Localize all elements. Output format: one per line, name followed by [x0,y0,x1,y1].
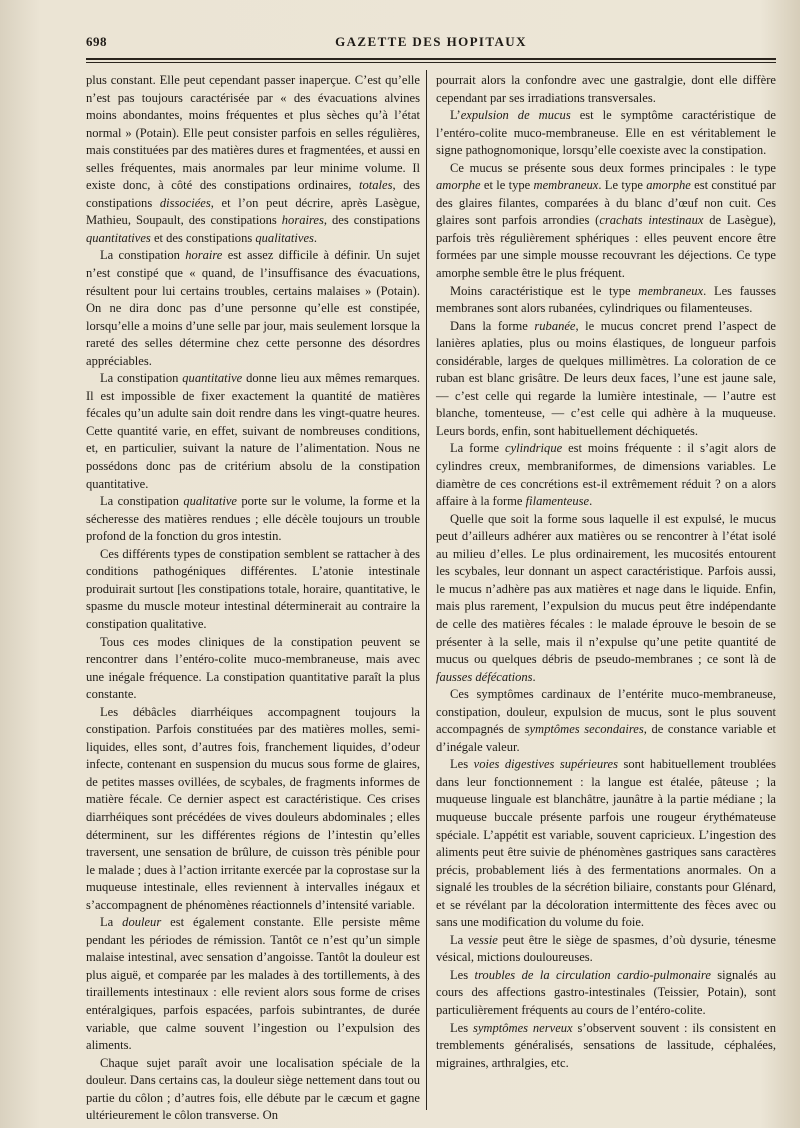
italic-term: quantitative [182,371,243,386]
text-run: est le symptôme caractéristique de l’entéro-colite muco-membraneuse. Elle en est véritablement le signe pathognomonique, lorsqu’elle coexiste avec la constipation. [436,108,776,158]
text-run: est également constante. Elle persiste même pendant les périodes de rémission. Tantôt ce n’est qu’un simple malaise intestinal, avec sensation d’angoisse. Tantôt la douleur est plus aiguë, et comparée par les malades à des tortillements, à des tiraillements intestinaux : elle revient alors sous forme de crises entéralgiques, parfois espacées, parfois subintrantes, de durée variable, que calme souvent l’ingestion ou l’expulsion des aliments. [86,915,420,1053]
italic-term: symptômes secondaires [524,722,644,737]
text-run: Moins caractéristique est le type [450,283,639,298]
text-run: peut être le siège de spasmes, d’où dysurie, ténesme vésical, mictions douloureuses. [436,932,776,965]
text-run: Chaque sujet paraît avoir une localisation spéciale de la douleur. Dans certains cas, la douleur siège nettement dans tout ou partie du côlon ; d’autres fois, elle débute par le cæcum et gagne ultérieurement le côlon transverse. On [86,1055,420,1123]
paragraph [436,686,776,756]
text-run: . Les fausses membranes sont alors rubanées, cylindriques ou filamenteuses. [436,283,776,316]
paragraph [436,511,776,686]
italic-term: amorphe [646,178,691,193]
text-run: est moins fréquente : il s’agit alors de cylindres creux, membraniformes, de dimensions variables. Le diamètre de ces concrétions est-il extrêmement réduit ? on a alors affaire à la forme [436,441,776,509]
text-run: , et l’on peut décrire, après Lasègue, Mathieu, Soupault, des constipations [86,195,420,228]
italic-term: quantitatives [86,230,151,245]
text-run: La constipation [100,248,186,263]
text-run: . [313,230,318,245]
text-run: La [100,915,123,930]
text-run: , le mucus concret prend l’aspect de lanières aplaties, plus ou moins élastiques, de longueur parfois considérable, larges de quelques millimètres. La coloration de ce ruban est blanc grisâtre. De leurs deux faces, l’une est jaune sale, — c’est celle qui regarde la lumière intestinale, — l’autre est blanche, tomenteuse, — c’est celle qui adhère à la muqueuse. Leurs bords, enfin, sont habituellement déchiquetés. [436,318,776,438]
text-run: La forme [450,441,506,456]
paragraph [436,72,776,107]
text-run: . Le type [598,178,647,193]
text-run: La constipation [100,371,183,386]
text-run: Ces différents types de constipation semblent se rattacher à des conditions pathogéniques différentes. L’atonie intestinale produirait surtout [les constipations totale, horaire, quantitative, le spasme du muscle moteur intestinal déterminerait au contraire la constipation qualitative. [86,546,420,631]
text-run: La constipation [100,494,184,509]
italic-term: crachats intestinaux [599,213,704,228]
italic-term: fausses défécations [436,669,533,684]
text-run: s’observent souvent : ils consistent en tremblements généralisés, sensations de lassitude, céphalées, migraines, arthralgies, etc. [436,1020,776,1070]
italic-term: qualitative [183,494,237,509]
text-run: Ce mucus se présente sous deux formes principales : le type [450,160,776,175]
page-number: 698 [86,34,107,49]
text-run: signalés au cours des affections gastro-intestinales (Teissier, Potain), sont particulièrement fréquents au cours de l’entéro-colite. [436,967,776,1017]
text-run: et des constipations [150,230,256,245]
header-rule [86,58,776,60]
left-column [86,72,420,1125]
italic-term: troubles de la circulation cardio-pulmonaire [474,967,711,982]
italic-term: filamenteuse [525,494,590,509]
paragraph [436,440,776,510]
italic-term: cylindrique [505,441,563,456]
paragraph [86,704,420,915]
text-run: Les [450,967,475,982]
text-run: donne lieu aux mêmes remarques. Il est impossible de fixer exactement la quantité de matières fécales qu’un adulte sain doit rendre dans les vingt-quatre heures. Cette quantité varie, en effet, suivant de nombreuses conditions, et, en particulier, suivant la nature de l’alimentation. Nous ne possédons donc pas de critérium absolu de la constipation quantitative. [86,371,420,491]
text-run: , de constance variable et d’inégale valeur. [436,722,776,754]
paragraph [86,546,420,634]
italic-term: totales [359,178,393,193]
paragraph [436,160,776,283]
text-run: L’ [450,108,461,123]
right-column [436,72,776,1072]
text-run: pourrait alors la confondre avec une gastralgie, dont elle diffère cependant par ses irradiations transversales. [436,73,776,105]
italic-term: douleur [122,915,162,930]
italic-term: expulsion de mucus [460,108,571,123]
paragraph [86,370,420,493]
italic-term: vessie [467,932,498,947]
paragraph [86,1055,420,1125]
running-title: GAZETTE DES HOPITAUX [335,34,527,49]
text-run: . [589,494,593,509]
paragraph [86,72,420,247]
text-run: Quelle que soit la forme sous laquelle il est expulsé, le mucus peut d’ailleurs adhérer aux matières ou se rencontrer à l’état isolé au milieu d’elles. Le plus ordinairement, les mucosités entourent les scybales, leur donnant un aspect caractéristique. Parfois aussi, le mucus n’adhère pas aux matières et nage dans le liquide. Enfin, mais plus rarement, l’expulsion du mucus peut être indépendante de celle des matières fécales : le malade éprouve le besoin de se présenter à la selle, mais il n’expulse qu’une petite quantité de mucus ou quelques débris de pseudo-membranes ; ce sont là de [436,511,776,667]
column-divider [426,70,427,1110]
text-run: La [450,932,468,947]
paragraph [86,247,420,370]
italic-term: symptômes nerveux [472,1020,573,1035]
text-run: est assez difficile à définir. Un sujet n’est constipé que « quand, de l’insuffisance des évacuations, résultent pour lui certains troubles, certains malaises » (Potain). On ne dira donc pas d’une personne qu’elle est constipée, lorsqu’elle a moins d’une selle par jour, mais seulement lorsque la rareté des selles détermine chez cette personne des désordres appréciables. [86,248,420,368]
text-run: de Lasègue), parfois très régulièrement sphériques : elles peuvent encore être formées par une simple mousse recouvrant les déjections. Ce type amorphe semble être le plus fréquent. [436,213,777,281]
paragraph [436,318,776,441]
text-run: , des constipations [86,178,420,210]
text-run: Tous ces modes cliniques de la constipation peuvent se rencontrer dans l’entéro-colite muco-membraneuse, mais avec une inégale fréquence. La constipation quantitative paraît la plus constante. [86,634,420,702]
italic-term: horaire [185,248,223,263]
text-run: sont habituellement troublées dans leur fonctionnement : la langue est étalée, pâteuse ; la muqueuse linguale est blanchâtre, jaunâtre à la partie médiane ; la muqueuse buccale présente parfois une rougeur érythémateuse spéciale. L’appétit est variable, souvent capricieux. L’ingestion des aliments peut être suivie de phénomènes gastriques sans caractères précis, probablement liés à des fermentations anormales. On a signalé les troubles de la sécrétion biliaire, constants pour Glénard, et se révélant par la décoloration intermittente des fèces avec ou sans une modification du volume du foie. [436,757,776,930]
italic-term: qualitatives [255,230,314,245]
paragraph [436,967,776,1020]
text-run: et le type [480,178,534,193]
italic-term: membraneux [533,178,599,193]
italic-term: amorphe [436,178,481,193]
text-run: plus constant. Elle peut cependant passer inaperçue. C’est qu’elle n’est pas toujours caractérisée par « des évacuations alvines moins abondantes, moins fréquentes et plus sèches qu’à l’état normal » (Potain). Elle peut consister parfois en selles régulières, mais constituées par des matières dures et fragmentées, et aussi en selles fréquentes, mais anormales par leur minime volume. Il existe donc, à côté des constipations ordinaires, [86,73,420,193]
text-run: Les [450,757,474,772]
paragraph [436,107,776,160]
italic-term: membraneux [638,283,704,298]
paragraph [436,932,776,967]
text-run: , des constipations [323,213,420,228]
paragraph [436,283,776,318]
paragraph [436,756,776,931]
paragraph [86,634,420,704]
paragraph [86,914,420,1054]
italic-term: voies digestives supérieures [473,757,618,772]
text-run: porte sur le volume, la forme et la sécheresse des matières rendues ; elle décèle toujours un trouble profond de la fonction du gros intestin. [86,494,420,544]
page-header [86,30,776,54]
paragraph [86,493,420,546]
italic-term: horaires [281,213,324,228]
italic-term: dissociées [159,195,211,210]
header-rule-thin [86,62,776,63]
text-run: . [532,669,536,684]
text-run: Les débâcles diarrhéiques accompagnent toujours la constipation. Parfois constituées par des matières molles, semi-liquides, elles sont, d’autres fois, franchement liquides, d’odeur infecte, contenant en suspension du mucus sous forme de glaires, de petites masses ovillées, de scybales, de fragments informes de matière fécale. Ce dernier aspect est caractéristique. Ces crises diarrhéiques sont précédées de vives douleurs abdominales ; elles déterminent, sur les différentes régions de l’intestin qu’elles traversent, une sensation de brûlure, de cuisson très pénible pour le malade ; dues à l’action irritante exercée par la coprostase sur la muqueuse intestinale, elles reviennent à intervalles inégaux et s’accompagnent de phénomènes réactionnels d’intensité variable. [86,704,420,912]
text-run: Les [450,1020,473,1035]
italic-term: rubanée [534,318,576,333]
text-run: est constitué par des glaires filantes, comparées à du blanc d’œuf non cuit. Ces glaires sont parfois arrondies ( [436,178,776,228]
paragraph [436,1020,776,1073]
text-run: Dans la forme [450,318,535,333]
text-run: Ces symptômes cardinaux de l’entérite muco-membraneuse, constipation, douleur, expulsion de mucus, sont le plus souvent accompagnés de [436,687,776,737]
